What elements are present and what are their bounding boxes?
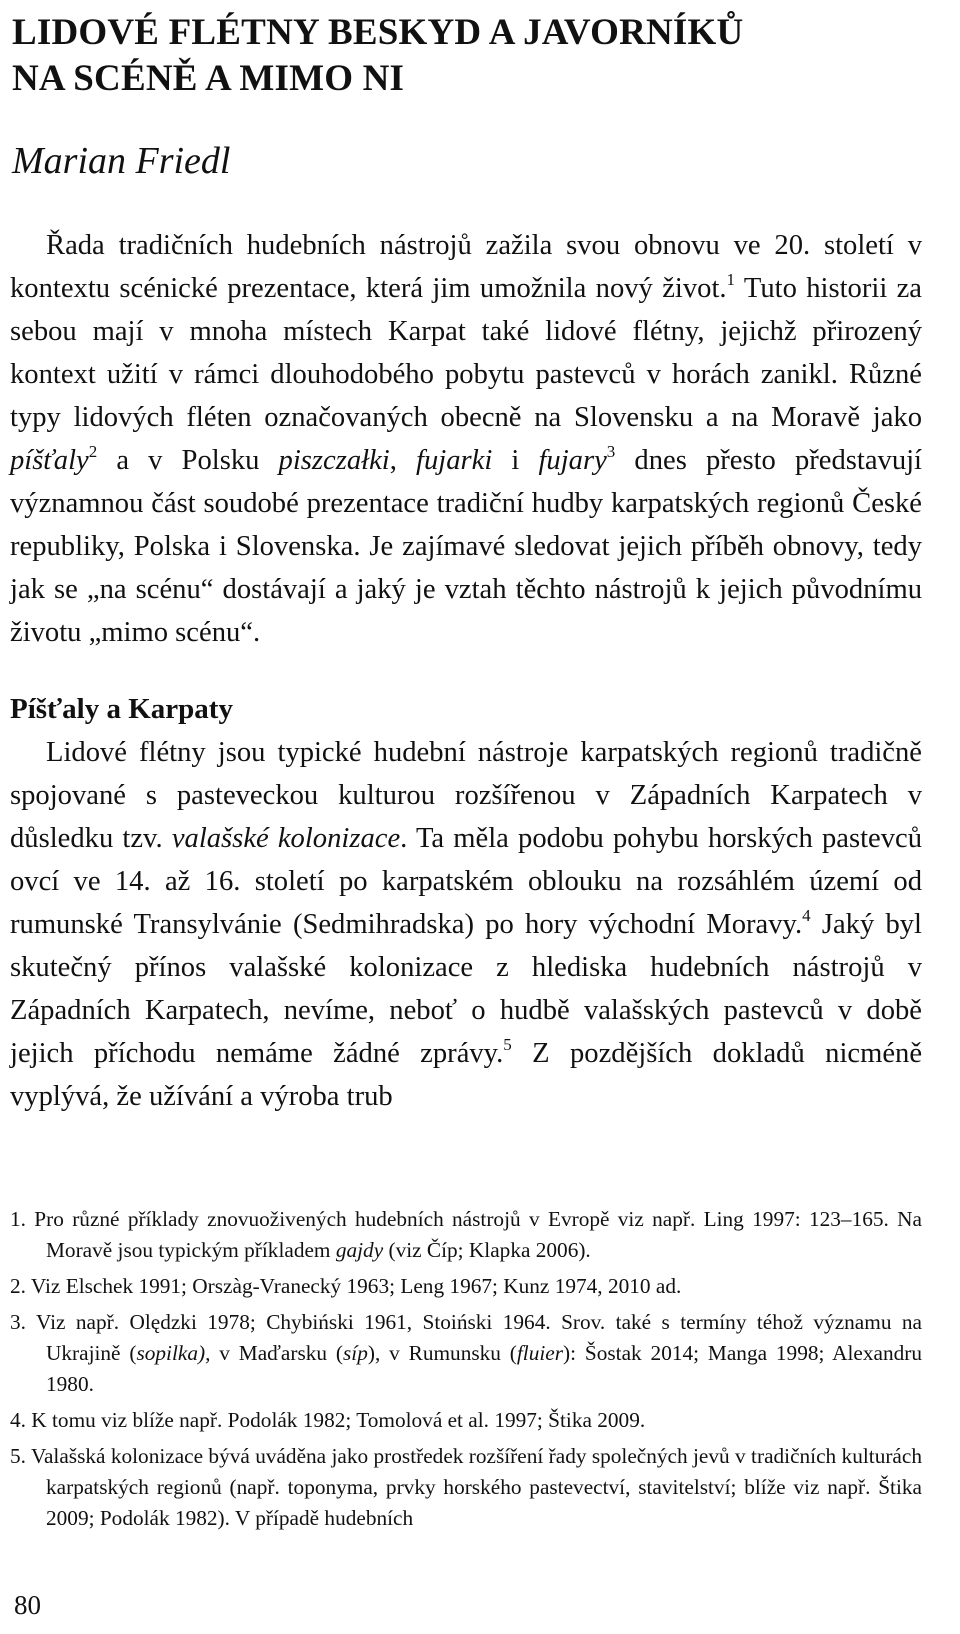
footnote-ref-1: 1: [726, 270, 736, 289]
footnote-3-text-a: 3. Viz např. Olędzki 1978; Chybiński 1961, Stoiński 1964. Srov. také s termíny téhož významu na Ukrajině (: [10, 1310, 922, 1365]
footnote-2: 2. Viz Elschek 1991; Orszàg-Vranecký 1963; Leng 1967; Kunz 1974, 2010 ad.: [10, 1274, 682, 1298]
section-heading: Píšťaly a Karpaty: [10, 693, 233, 725]
term-fujary: fujary: [538, 445, 607, 476]
intro-text-5: i: [492, 445, 539, 476]
section-text-2: . Ta měla podobu pohybu horských pastevců ovcí ve 14. až 16. století po karpatském oblouku na rozsáhlém území od rumunské Transylvánie (Sedmihradska) po hory východní Moravy.: [10, 823, 922, 940]
intro-text-3: a v Polsku: [97, 445, 279, 476]
footnote-3-text-c: ), v Rumunsku (: [367, 1341, 517, 1365]
article-title: [12, 10, 912, 102]
footnote-ref-2: 2: [88, 442, 98, 461]
article-title-line-2: NA SCÉNĚ A MIMO NI: [12, 58, 405, 99]
intro-text-4: ,: [389, 445, 417, 476]
footnote-3-term-sopilka: sopilka),: [136, 1341, 211, 1365]
footnote-3-term-fluier: fluier: [516, 1341, 564, 1365]
article-page: [10, 0, 922, 1634]
footnote-3: [10, 1307, 922, 1400]
footnote-1-term: gajdy: [335, 1238, 384, 1262]
footnote-3-text-b: v Maďarsku (: [210, 1341, 343, 1365]
term-valasska-kolonizace: valašské kolonizace: [171, 823, 401, 854]
section-text-4: Z pozdějších dokladů nicméně vyplývá, že užívání a výroba trub: [10, 1038, 923, 1112]
footnote-1-text-b: (viz Číp; Klapka 2006).: [383, 1238, 591, 1262]
term-piszczalki: piszczałki: [278, 445, 390, 476]
footnote-3-term-sip: síp: [343, 1341, 368, 1365]
footnote-ref-4: 4: [802, 906, 811, 925]
section-text-1: Lidové flétny jsou typické hudební nástroje karpatských regionů tradičně spojované s pasteveckou kulturou rozšířenou v Západních Karpatech v důsledku tzv.: [10, 737, 922, 854]
article-title-line-1: LIDOVÉ FLÉTNY BESKYD A JAVORNÍKŮ: [12, 12, 744, 53]
footnote-ref-5: 5: [503, 1035, 512, 1054]
footnote-5: 5. Valašská kolonizace bývá uváděna jako prostředek rozšíření řady společných jevů v tradičních kulturách karpatských regionů (např. toponyma, prvky horského pastevectví, stavitelství; blíže viz např. Štika 2009; Podolák 1982). V případě hudebních: [10, 1444, 922, 1530]
intro-text-6: dnes přesto představují významnou část soudobé prezentace tradiční hudby karpatských regionů České republiky, Polska i Slovenska. Je zajímavé sledovat jejich příběh obnovy, tedy jak se „na scénu“ dostávají a jaký je vztah těchto nástrojů k jejich původnímu životu „mimo scénu“.: [10, 445, 923, 648]
footnote-3-text-d: ): Šostak 2014; Manga 1998; Alexandru 1980.: [46, 1341, 922, 1396]
intro-paragraph: [10, 224, 922, 654]
term-pistaly: píšťaly: [10, 445, 89, 476]
intro-text-1: Řada tradičních hudebních nástrojů zažila svou obnovu ve 20. století v kontextu scénické prezentace, která jim umožnila nový život.: [10, 230, 922, 304]
page-number: 80: [14, 1590, 41, 1620]
footnote-4: 4. K tomu viz blíže např. Podolák 1982; Tomolová et al. 1997; Štika 2009.: [10, 1408, 646, 1432]
footnote-1: [10, 1204, 922, 1266]
footnote-ref-3: 3: [606, 442, 616, 461]
term-fujarki: fujarki: [416, 445, 493, 476]
intro-text-2: Tuto historii za sebou mají v mnoha místech Karpat také lidové flétny, jejichž přirozený kontext užití v rámci dlouhodobého pobytu pastevců v horách zanikl. Různé typy lidových fléten označovaných obecně na Slovensku a na Moravě jako: [10, 273, 923, 433]
section-paragraph: [10, 731, 922, 1118]
footnote-1-text-a: 1. Pro různé příklady znovuoživených hudebních nástrojů v Evropě viz např. Ling 1997: 123–165. Na Moravě jsou typickým příkladem: [10, 1207, 922, 1262]
author-name: Marian Friedl: [12, 140, 231, 182]
footnotes: [10, 1204, 922, 1539]
section-text-3: Jaký byl skutečný přínos valašské kolonizace z hlediska hudebních nástrojů v Západních Karpatech, nevíme, neboť o hudbě valašských pastevců v době jejich příchodu nemáme žádné zprávy.: [10, 909, 922, 1069]
